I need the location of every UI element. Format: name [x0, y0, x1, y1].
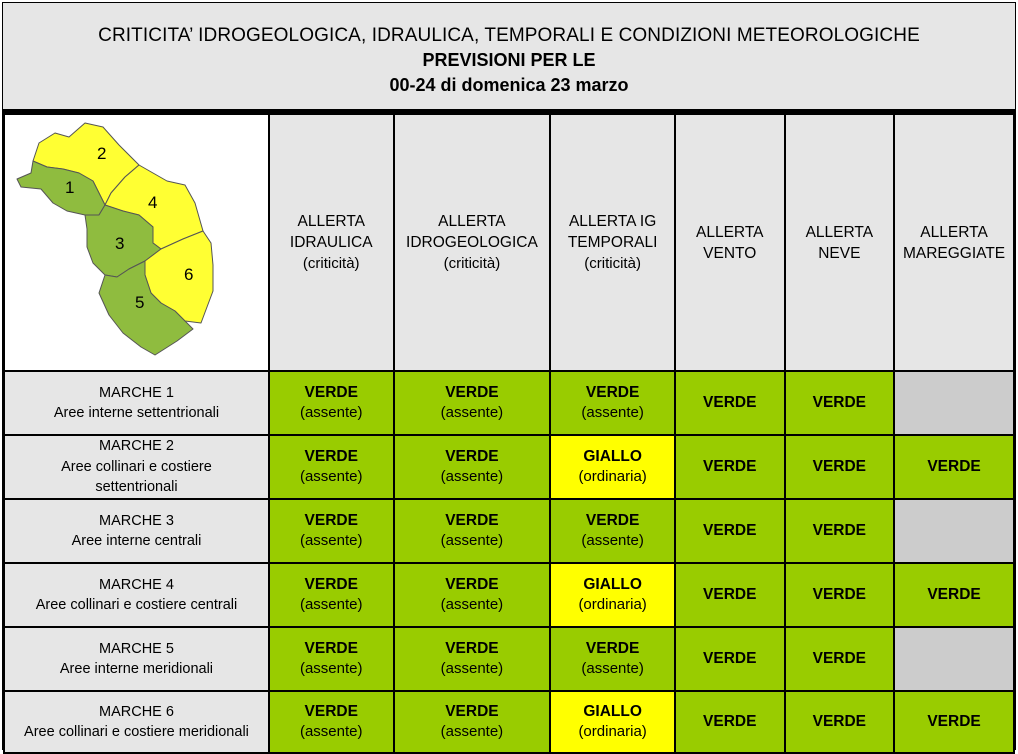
- alert-criticality: (assente): [440, 660, 504, 677]
- column-header-line: VENTO: [703, 244, 757, 262]
- alert-criticality: (ordinaria): [578, 468, 647, 485]
- alert-criticality: (ordinaria): [578, 596, 647, 613]
- alert-level: GIALLO: [583, 703, 642, 720]
- column-header-line: ALLERTA: [438, 213, 506, 230]
- column-header: [550, 114, 675, 371]
- alert-criticality: (assente): [299, 660, 363, 677]
- alert-level-cell: [269, 563, 394, 627]
- alert-level: VERDE: [927, 713, 981, 730]
- column-header: [785, 114, 895, 371]
- alert-criticality: (assente): [581, 532, 644, 549]
- alert-level: VERDE: [812, 586, 867, 603]
- zone-map: [4, 114, 269, 371]
- alert-criticality: (assente): [299, 404, 363, 421]
- alert-level: VERDE: [812, 394, 867, 411]
- table-row: [4, 435, 1014, 499]
- column-header-line: ALLERTA IG: [568, 213, 657, 230]
- alert-level: VERDE: [445, 448, 499, 465]
- alert-criticality: (assente): [299, 723, 363, 740]
- alert-criticality: (assente): [581, 404, 644, 421]
- alert-level-cell: [894, 499, 1014, 563]
- column-header-line: IDRAULICA: [289, 234, 373, 251]
- alert-level-cell: [675, 627, 785, 691]
- alert-level-cell: [894, 691, 1014, 753]
- map-label-5: 5: [135, 293, 145, 312]
- column-header: [894, 114, 1014, 371]
- column-header: [269, 114, 394, 371]
- alert-criticality: (assente): [440, 532, 504, 549]
- table-row: [4, 563, 1014, 627]
- column-header-line: MAREGGIATE: [902, 244, 1006, 262]
- alert-level: VERDE: [445, 576, 499, 593]
- alert-level-cell: [269, 435, 394, 499]
- alert-level-cell: [269, 627, 394, 691]
- zone-description: Aree collinari e costiere: [61, 458, 212, 475]
- column-header-line: IDROGEOLOGICA: [406, 234, 538, 251]
- alert-criticality: (ordinaria): [578, 723, 647, 740]
- alert-level-cell: [550, 691, 675, 753]
- alert-level-cell: [894, 371, 1014, 435]
- alert-level-cell: [394, 371, 551, 435]
- alert-criticality: (assente): [581, 660, 644, 677]
- zone-description: Aree collinari e costiere meridionali: [24, 724, 249, 740]
- alert-level: VERDE: [304, 448, 358, 465]
- zone-label-cell: [4, 371, 269, 435]
- alert-level: VERDE: [703, 458, 757, 475]
- header-date: 00-24 di domenica 23 marzo: [389, 75, 629, 95]
- zone-name: MARCHE 2: [99, 438, 174, 455]
- alert-level-cell: [269, 371, 394, 435]
- map-label-4: 4: [148, 193, 158, 212]
- alert-level: VERDE: [304, 703, 358, 720]
- alert-level-cell: [550, 435, 675, 499]
- zone-label-cell: [4, 691, 269, 753]
- alert-level-cell: [394, 627, 551, 691]
- alert-level-cell: [675, 691, 785, 753]
- table-row: [4, 691, 1014, 753]
- alert-level: VERDE: [304, 576, 358, 593]
- alert-level-cell: [269, 691, 394, 753]
- alert-level-cell: [785, 691, 895, 753]
- zone-name: MARCHE 5: [99, 640, 174, 657]
- map-label-1: 1: [65, 178, 75, 197]
- alert-level: VERDE: [812, 713, 867, 730]
- zone-description: Aree interne centrali: [71, 533, 202, 549]
- map-label-3: 3: [115, 234, 125, 253]
- column-header-line: ALLERTA: [805, 223, 874, 241]
- zone-name: MARCHE 4: [99, 576, 174, 593]
- alert-level: VERDE: [703, 522, 757, 539]
- column-header-line: NEVE: [818, 244, 861, 262]
- alert-level: VERDE: [812, 458, 867, 475]
- alert-level: VERDE: [445, 703, 499, 720]
- alert-level: VERDE: [927, 586, 981, 603]
- alert-level: GIALLO: [583, 448, 642, 465]
- zone-description: settentrionali: [95, 479, 178, 496]
- alert-level-cell: [785, 435, 895, 499]
- zone-label-cell: [4, 627, 269, 691]
- column-header: [675, 114, 785, 371]
- alert-level-cell: [550, 627, 675, 691]
- alert-table: [3, 113, 1015, 754]
- alert-criticality: (assente): [440, 468, 504, 485]
- zone-label-cell: [4, 435, 269, 499]
- alert-level-cell: [550, 499, 675, 563]
- alert-level-cell: [394, 499, 551, 563]
- alert-level-cell: [675, 435, 785, 499]
- alert-level-cell: [785, 499, 895, 563]
- zone-description: Aree interne meridionali: [59, 661, 214, 677]
- map-label-6: 6: [184, 265, 194, 284]
- alert-level-cell: [785, 563, 895, 627]
- alert-level: GIALLO: [583, 576, 642, 593]
- alert-criticality: (assente): [299, 532, 363, 549]
- zone-description: Aree collinari e costiere centrali: [35, 597, 238, 613]
- alert-level-cell: [894, 563, 1014, 627]
- alert-level-cell: [550, 371, 675, 435]
- alert-criticality: (assente): [440, 404, 504, 421]
- alert-level: VERDE: [585, 640, 640, 657]
- bulletin-frame: [2, 2, 1016, 750]
- alert-level-cell: [550, 563, 675, 627]
- alert-criticality: (assente): [440, 596, 504, 613]
- column-header: [394, 114, 551, 371]
- alert-level: VERDE: [703, 713, 757, 730]
- column-header-note: (criticità): [443, 255, 501, 272]
- bulletin-header: [3, 3, 1015, 111]
- alert-criticality: (assente): [440, 723, 504, 740]
- column-header-line: ALLERTA: [297, 213, 365, 230]
- alert-level: VERDE: [812, 522, 867, 539]
- alert-level: VERDE: [304, 512, 358, 529]
- column-header-line: ALLERTA: [920, 223, 988, 241]
- zone-name: MARCHE 6: [99, 703, 174, 720]
- zone-name: MARCHE 1: [99, 384, 174, 401]
- alert-criticality: (assente): [299, 468, 363, 485]
- alert-level-cell: [394, 563, 551, 627]
- table-row: [4, 499, 1014, 563]
- alert-level: VERDE: [703, 586, 757, 603]
- column-header-line: ALLERTA: [695, 223, 764, 241]
- alert-level: VERDE: [703, 650, 757, 667]
- table-row: [4, 627, 1014, 691]
- alert-level-cell: [894, 627, 1014, 691]
- alert-level: VERDE: [445, 384, 499, 401]
- alert-criticality: (assente): [299, 596, 363, 613]
- alert-level-cell: [394, 435, 551, 499]
- alert-level-cell: [785, 627, 895, 691]
- header-subtitle: PREVISIONI PER LE: [422, 50, 596, 70]
- alert-level-cell: [675, 499, 785, 563]
- zone-description: Aree interne settentrionali: [53, 405, 220, 421]
- header-title: CRITICITA’ IDROGEOLOGICA, IDRAULICA, TEMPORALI E CONDIZIONI METEOROLOGICHE: [98, 25, 920, 46]
- marche-map: [7, 115, 265, 365]
- alert-level: VERDE: [585, 384, 640, 401]
- alert-level: VERDE: [304, 384, 358, 401]
- alert-level-cell: [785, 371, 895, 435]
- alert-level: VERDE: [585, 512, 640, 529]
- alert-level: VERDE: [812, 650, 867, 667]
- column-header-note: (criticità): [302, 255, 360, 272]
- alert-level-cell: [675, 371, 785, 435]
- table-row: [4, 371, 1014, 435]
- alert-level: VERDE: [304, 640, 358, 657]
- zone-label-cell: [4, 563, 269, 627]
- zone-name: MARCHE 3: [99, 512, 174, 529]
- alert-level: VERDE: [445, 512, 499, 529]
- column-header-line: TEMPORALI: [567, 234, 658, 251]
- map-label-2: 2: [97, 144, 107, 163]
- column-header-note: (criticità): [584, 255, 641, 272]
- alert-level-cell: [675, 563, 785, 627]
- alert-level-cell: [269, 499, 394, 563]
- alert-level-cell: [894, 435, 1014, 499]
- alert-level: VERDE: [445, 640, 499, 657]
- alert-level: VERDE: [927, 458, 981, 475]
- zone-label-cell: [4, 499, 269, 563]
- alert-level-cell: [394, 691, 551, 753]
- alert-level: VERDE: [703, 394, 757, 411]
